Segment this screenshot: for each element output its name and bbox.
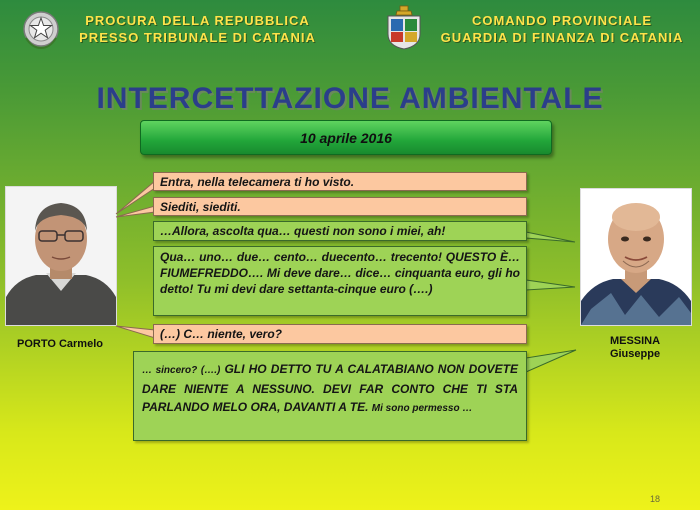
person-name-left: PORTO Carmelo: [17, 338, 103, 350]
speech-bubble: [153, 221, 527, 241]
bubble-text: Qua… uno… due… cento… duecento… trecento! QUESTO È… FIUMEFREDDO…. Mi deve dare… dice… cinquanta euro, gli ho detto! Tu mi devi dare settanta-cinque euro (….): [160, 250, 520, 296]
speech-bubble: [153, 324, 527, 344]
header-left-line1: PROCURA DELLA REPUBBLICA: [85, 13, 310, 28]
bubble-text: (…) C… niente, vero?: [160, 327, 283, 341]
bubble-text: Siediti, siediti.: [160, 200, 241, 214]
person-name-right-line1: MESSINA: [609, 335, 661, 347]
bubble-text: Entra, nella telecamera ti ho visto.: [160, 175, 355, 189]
header-right-line2: GUARDIA DI FINANZA DI CATANIA: [440, 30, 684, 45]
date-label: 10 aprile 2016: [300, 129, 392, 146]
bubble-text: …Allora, ascolta qua… questi non sono i miei, ah!: [160, 224, 446, 238]
slide-title: INTERCETTAZIONE AMBIENTALE: [96, 82, 604, 115]
speech-bubble: [153, 246, 527, 316]
bubble-text-outro: Mi sono permesso …: [371, 403, 473, 414]
speech-bubble: [153, 197, 527, 216]
header-right-line1: COMANDO PROVINCIALE: [471, 13, 653, 28]
header-left-line2: PRESSO TRIBUNALE DI CATANIA: [79, 30, 316, 45]
page-number: 18: [649, 494, 660, 504]
speech-bubble: [133, 351, 527, 441]
bubble-text-main: GLI HO DETTO TU A CALATABIANO NON DOVETE DARE NIENTE A NESSUNO. DEVI FAR CONTO CHE TI STA PARLANDO MELO ORA, DAVANTI A TE.: [142, 362, 518, 414]
bubble-text-intro: … sincero? (….): [142, 365, 221, 376]
speech-bubble: [153, 172, 527, 191]
person-name-right-line2: Giuseppe: [609, 348, 661, 360]
